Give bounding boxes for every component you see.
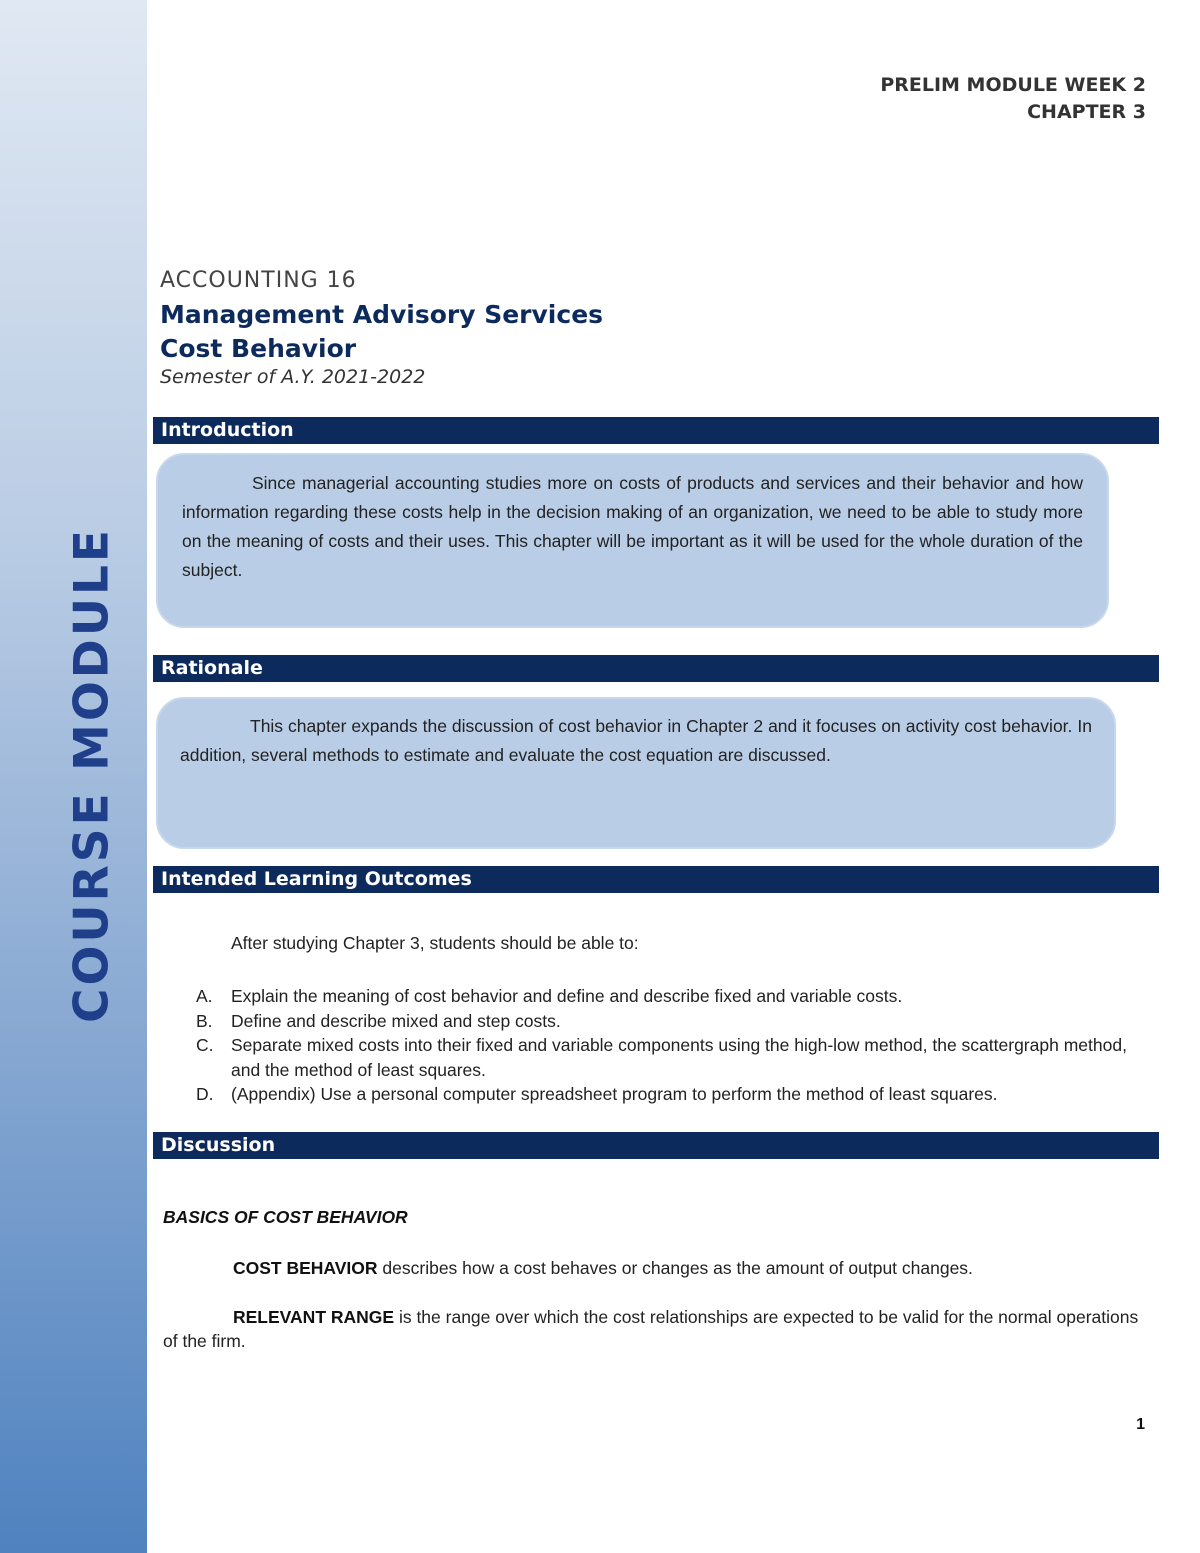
introduction-text: Since managerial accounting studies more on costs of products and services and their behavior and how information regarding these costs help in the decision making of an organization, we need to be able to study more on the meaning of costs and their uses. This chapter will be important as it will be used for the whole duration of the subject. — [182, 473, 1083, 580]
outcomes-intro: After studying Chapter 3, students should be able to: — [231, 933, 639, 953]
discussion-paragraph-cost-behavior — [163, 1256, 1148, 1280]
header-block — [880, 72, 1146, 126]
course-code: ACCOUNTING 16 — [160, 268, 357, 293]
list-item-text: Explain the meaning of cost behavior and define and describe fixed and variable costs. — [231, 986, 903, 1006]
section-heading-outcomes: Intended Learning Outcomes — [153, 866, 1159, 893]
introduction-box — [156, 453, 1109, 628]
list-item-letter: A. — [196, 986, 213, 1006]
list-item — [196, 984, 1146, 1009]
rationale-text: This chapter expands the discussion of cost behavior in Chapter 2 and it focuses on activity cost behavior. In addition, several methods to estimate and evaluate the cost equation are discussed. — [180, 716, 1092, 765]
definition-cost-behavior: describes how a cost behaves or changes as the amount of output changes. — [377, 1258, 973, 1278]
list-item-letter: B. — [196, 1010, 213, 1031]
discussion-paragraph-relevant-range — [163, 1305, 1148, 1353]
section-heading-rationale: Rationale — [153, 655, 1159, 682]
term-relevant-range: RELEVANT RANGE — [233, 1307, 395, 1327]
sidebar-band — [0, 0, 147, 1553]
discussion-subheading: BASICS OF COST BEHAVIOR — [163, 1207, 408, 1227]
chapter-label: CHAPTER 3 — [1027, 101, 1146, 123]
semester-label: Semester of A.Y. 2021-2022 — [160, 366, 426, 388]
list-item-text: (Appendix) Use a personal computer spreadsheet program to perform the method of least squares. — [231, 1084, 998, 1104]
list-item — [196, 1033, 1146, 1082]
list-item-text: Separate mixed costs into their fixed and variable components using the high-low method, the scattergraph method, and the method of least squares. — [231, 1035, 1127, 1080]
list-item-letter: C. — [196, 1035, 214, 1055]
rationale-box — [156, 697, 1116, 849]
list-item-text: Define and describe mixed and step costs. — [231, 1010, 561, 1031]
list-item — [196, 1082, 1146, 1107]
section-heading-introduction: Introduction — [153, 417, 1159, 444]
list-item-letter: D. — [196, 1084, 214, 1104]
sidebar-title: COURSE MODULE — [64, 526, 120, 1024]
section-heading-discussion: Discussion — [153, 1132, 1159, 1159]
course-title: Management Advisory Services — [160, 300, 604, 329]
list-item — [196, 1009, 1146, 1034]
chapter-title: Cost Behavior — [160, 334, 357, 363]
definition-relevant-range: is the range over which the cost relationships are expected to be valid for the normal operations of the firm. — [163, 1307, 1139, 1351]
module-week-label: PRELIM MODULE WEEK 2 — [880, 74, 1146, 96]
page-number: 1 — [1136, 1416, 1145, 1433]
term-cost-behavior: COST BEHAVIOR — [233, 1258, 378, 1278]
outcomes-list — [196, 984, 1146, 1107]
